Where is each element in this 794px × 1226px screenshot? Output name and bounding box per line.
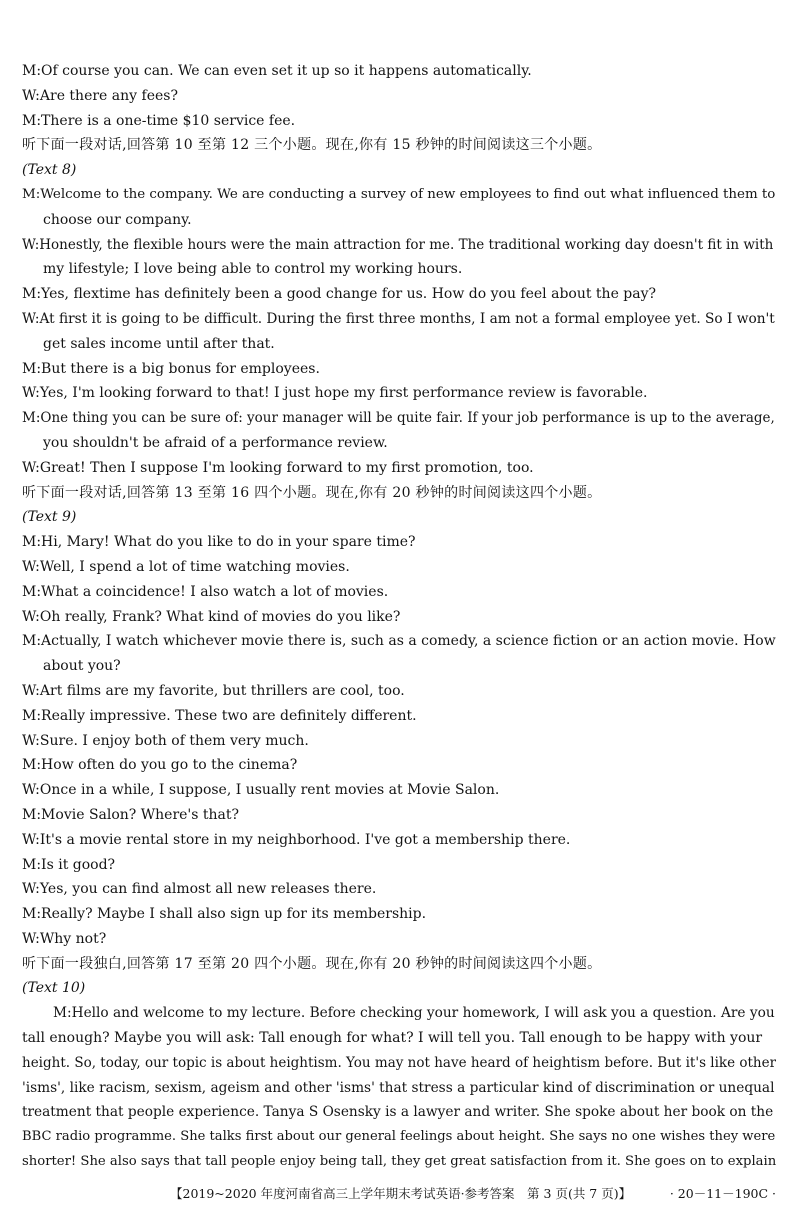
- text-label: (Text 10): [22, 980, 86, 997]
- monologue-line: BBC radio programme. She talks first about our general feelings about height. She says no one wishes they were: [22, 1129, 776, 1145]
- page-footer: [170, 1184, 776, 1202]
- dialogue-line: W:Art films are my favorite, but thrillers are cool, too.: [22, 682, 405, 699]
- dialogue-line: M:Really? Maybe I shall also sign up for its membership.: [22, 906, 427, 923]
- dialogue-line: M:Movie Salon? Where's that?: [22, 806, 240, 823]
- monologue-line: shorter! She also says that tall people enjoy being tall, they get great satisfaction from it. She goes on to explain: [22, 1154, 776, 1170]
- text-label: (Text 8): [22, 162, 77, 179]
- dialogue-line: W:Yes, I'm looking forward to that! I just hope my first performance review is favorable.: [22, 385, 648, 402]
- section-instruction: 听下面一段对话,回答第 13 至第 16 四个小题。现在,你有 20 秒钟的时间阅读这四个小题。: [22, 484, 602, 501]
- dialogue-line: W:Yes, you can find almost all new releases there.: [22, 881, 377, 898]
- monologue-line: 'isms', like racism, sexism, ageism and other 'isms' that stress a particular kind of discrimination or unequal: [22, 1079, 775, 1096]
- dialogue-line-continuation: get sales income until after that.: [43, 335, 275, 352]
- dialogue-line: M:Of course you can. We can even set it up so it happens automatically.: [22, 63, 532, 79]
- dialogue-line: W:Are there any fees?: [22, 87, 178, 104]
- section-instruction: 听下面一段对话,回答第 10 至第 12 三个小题。现在,你有 15 秒钟的时间阅读这三个小题。: [22, 137, 602, 154]
- monologue-line: height. So, today, our topic is about heightism. You may not have heard of heightism before. But it's like other: [22, 1054, 776, 1071]
- dialogue-line: M:Is it good?: [22, 856, 116, 873]
- section-instruction: 听下面一段独白,回答第 17 至第 20 四个小题。现在,你有 20 秒钟的时间阅读这四个小题。: [22, 955, 602, 972]
- dialogue-line: M:Hi, Mary! What do you like to do in your spare time?: [22, 534, 416, 551]
- dialogue-line: M:How often do you go to the cinema?: [22, 757, 298, 774]
- dialogue-line: M:There is a one-time $10 service fee.: [22, 112, 296, 129]
- dialogue-line: W:Why not?: [22, 930, 107, 947]
- document-body: [22, 59, 776, 1175]
- dialogue-line-continuation: my lifestyle; I love being able to control my working hours.: [43, 261, 463, 278]
- dialogue-line: W:Well, I spend a lot of time watching movies.: [22, 558, 350, 575]
- dialogue-line-continuation: about you?: [43, 658, 121, 675]
- dialogue-line: M:What a coincidence! I also watch a lot of movies.: [22, 583, 389, 600]
- dialogue-line: W:Once in a while, I suppose, I usually rent movies at Movie Salon.: [22, 782, 500, 799]
- dialogue-line: W:Sure. I enjoy both of them very much.: [22, 732, 309, 749]
- monologue-line: M:Hello and welcome to my lecture. Before checking your homework, I will ask you a question. Are you: [53, 1005, 775, 1022]
- dialogue-line: W:It's a movie rental store in my neighborhood. I've got a membership there.: [22, 831, 571, 848]
- monologue-line: treatment that people experience. Tanya S Osensky is a lawyer and writer. She spoke about her book on the: [22, 1104, 774, 1121]
- text-label: (Text 9): [22, 509, 77, 526]
- dialogue-line: M:But there is a big bonus for employees.: [22, 360, 320, 377]
- dialogue-line: W:Great! Then I suppose I'm looking forward to my first promotion, too.: [22, 459, 534, 476]
- dialogue-line: M:Actually, I watch whichever movie there is, such as a comedy, a science fiction or an action movie. How: [22, 633, 776, 650]
- dialogue-line-continuation: choose our company.: [43, 211, 192, 228]
- dialogue-line: M:Yes, flextime has definitely been a good change for us. How do you feel about the pay?: [22, 286, 657, 303]
- dialogue-line: W:Oh really, Frank? What kind of movies do you like?: [22, 608, 401, 625]
- dialogue-line: W:At first it is going to be difficult. During the first three months, I am not a formal employee yet. So I won't: [22, 310, 775, 327]
- footer-title: 【2019~2020 年度河南省高三上学年期末考试英语·参考答案 第 3 页(共 7 页)】: [170, 1186, 632, 1201]
- footer-code: · 20－11－190C ·: [669, 1186, 776, 1201]
- dialogue-line: M:Really impressive. These two are definitely different.: [22, 707, 417, 724]
- dialogue-line-continuation: you shouldn't be afraid of a performance review.: [43, 434, 388, 451]
- dialogue-line: W:Honestly, the flexible hours were the main attraction for me. The traditional working day doesn't fit in with: [22, 236, 774, 253]
- monologue-line: tall enough? Maybe you will ask: Tall enough for what? I will tell you. Tall enough to be happy with your: [22, 1030, 763, 1047]
- dialogue-line: M:Welcome to the company. We are conducting a survey of new employees to find out what influenced them to: [22, 186, 776, 202]
- dialogue-line: M:One thing you can be sure of: your manager will be quite fair. If your job performance is up to the average,: [22, 410, 775, 427]
